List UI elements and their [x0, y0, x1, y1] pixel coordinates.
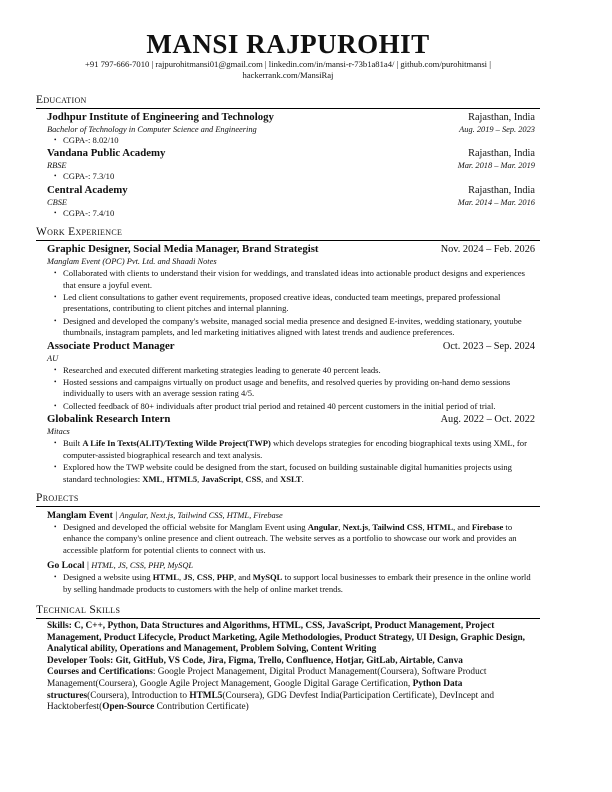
bold-text: HTML5: [166, 473, 198, 484]
school-name: Jodhpur Institute of Engineering and Technology: [47, 111, 274, 123]
text-segment: to enhance the company's online presence and client outreach. The website serves as a portfolio to showcase our work and provides an accessible platform for potential clients to connect with us.: [63, 521, 517, 555]
technical-skills-section: [36, 604, 540, 714]
bullet-item: [63, 462, 535, 485]
bullet-item: [63, 572, 535, 595]
text-segment: Built: [63, 438, 83, 449]
location: Rajasthan, India: [468, 148, 535, 160]
bold-text: XSLT: [280, 473, 302, 484]
text-segment: Explored how the TWP website could be designed from the start, focused on building sustainable digital humanities projects using standard technologies:: [63, 462, 512, 484]
bullet-item: [63, 268, 535, 291]
contact-line: +91 797-666-7010 | rajpurohitmansi01@gmail.com | linkedin.com/in/mansi-r-73b1a81a4/ | github.com/purohitmansi |: [85, 59, 491, 69]
company: Manglam Event (OPC) Pvt. Ltd. and Shaadi Notes: [47, 257, 217, 267]
candidate-name: MANSI RAJPUROHIT: [146, 29, 430, 59]
project-name: Go Local: [47, 560, 85, 572]
skills-line: [47, 656, 535, 668]
bold-text: Tailwind CSS: [372, 521, 423, 532]
bold-text: HTML5: [189, 690, 223, 701]
separator: |: [112, 509, 120, 521]
bold-text: A Life In Texts(ALIT)/Texting Wilde Project(TWP): [82, 438, 271, 449]
text-segment: (Coursera), GDG Devfest India(Participation Certificate), DevIncept and Hacktoberfest(: [47, 690, 494, 713]
entry-header: [47, 340, 535, 353]
entry-subheader: [47, 256, 535, 267]
text-segment: Designed and developed the company's website, managed social media presence and designed E-invites, wedding stationary, youtube thumbnails, instagram pamplets, and led marketing initiatives aligned with latest trends and audience preferences.: [63, 315, 522, 338]
text-segment: Contribution Certificate): [154, 702, 249, 713]
entry-subheader: [47, 426, 535, 437]
text-segment: Designed a website using: [63, 572, 153, 583]
job-title: Globalink Research Intern: [47, 413, 171, 426]
bold-text: XML: [142, 473, 163, 484]
bullet-item: [63, 316, 535, 339]
entry-subheader: [47, 197, 535, 208]
text-segment: ,: [179, 572, 184, 583]
bold-text: Skills: C, C++, Python, Data Structures and Algorithms, HTML, CSS, JavaScript, Product Management, Project Management, Product Lifecycle, Product Marketing, Agile Methodologies, Product Strategy, UI Design, Graphic Design, Analytical ability, Operations and Management, Problem Solving, Content Writing: [47, 620, 525, 655]
text-segment: ,: [212, 572, 217, 583]
skills-list: [47, 621, 535, 714]
job-title: Graphic Designer, Social Media Manager, Brand Strategist: [47, 243, 319, 256]
separator: |: [84, 560, 92, 572]
work-entry: [47, 413, 535, 485]
section-title: Technical Skills: [36, 604, 540, 619]
bullet-list: [47, 365, 535, 413]
bold-text: Next.js: [342, 521, 369, 532]
degree: RBSE: [47, 161, 67, 171]
section-title: Work Experience: [36, 226, 540, 241]
education-section: [36, 94, 540, 219]
bullet-item: [63, 292, 535, 315]
dates: Aug. 2022 – Oct. 2022: [440, 414, 535, 426]
location: Rajasthan, India: [468, 112, 535, 123]
bullet-item: • CGPA-: 7.4/10: [63, 208, 535, 219]
text-segment: ,: [197, 473, 202, 484]
project-tech: Angular, Next.js, Tailwind CSS, HTML, Firebase: [119, 510, 283, 520]
education-entry: [47, 147, 535, 182]
bullet-item: [63, 401, 535, 412]
entry-header: [47, 147, 535, 160]
bold-text: MySQL: [252, 572, 283, 583]
job-title: Associate Product Manager: [47, 339, 175, 352]
text-segment: Researched and executed different marketing strategies leading to generate 40 percent leads.: [63, 364, 381, 375]
bold-text: PHP: [216, 572, 234, 583]
bullet-list: [47, 572, 535, 595]
section-title: Education: [36, 94, 540, 109]
project-entry: [47, 559, 535, 595]
bullet-item: [63, 522, 535, 556]
text-segment: ,: [241, 473, 246, 484]
degree: Bachelor of Technology in Computer Science and Engineering: [47, 125, 257, 134]
school-name: Central Academy: [47, 183, 128, 196]
work-experience-section: [36, 226, 540, 485]
bold-text: JavaScript: [201, 473, 242, 484]
contact-info: [36, 59, 540, 81]
text-segment: which develops strategies for encoding biographical texts using XML, for computer-assisted biographical research and text analysis.: [63, 438, 527, 460]
dates: Aug. 2019 – Sep. 2023: [459, 125, 535, 134]
bullet-item: [63, 365, 535, 376]
entry-subheader: [47, 353, 535, 364]
text-segment: , and: [233, 572, 253, 583]
bold-text: JS: [183, 572, 193, 583]
bold-text: Courses and Certifications: [47, 667, 153, 678]
entry-header: [47, 111, 535, 124]
text-segment: ,: [162, 473, 167, 484]
bullet-list: [47, 438, 535, 485]
education-entry: [47, 184, 535, 219]
entry-subheader: [47, 124, 535, 135]
project-name: Manglam Event: [47, 509, 113, 521]
text-segment: : Google Project Management, Digital Product Management(Coursera), Software Product Management(Coursera), Google Agile Project Management, Google Digital Garage Certification,: [47, 667, 487, 689]
text-segment: .: [301, 473, 304, 484]
entry-header: [47, 243, 535, 256]
bullet-item: [63, 438, 535, 461]
bullet-list: [47, 208, 535, 219]
work-entry: [47, 243, 535, 338]
project-header: [47, 559, 535, 572]
company: Mitacs: [47, 427, 70, 437]
project-header: [47, 509, 535, 522]
bullet-item: • CGPA-: 8.02/10: [63, 135, 535, 146]
skills-line: [47, 621, 535, 656]
contact-line: hackerrank.com/MansiRaj: [242, 70, 334, 80]
degree: CBSE: [47, 197, 68, 207]
text-segment: Collaborated with clients to understand their vision for weddings, and translated ideas into actionable product designs and experiences that ensure a joyful event.: [63, 268, 526, 290]
work-entry: [47, 340, 535, 413]
text-segment: Collected feedback of 80+ individuals after product trial period and retained 40 percent customers in the initial period of trial.: [63, 400, 496, 411]
dates: Mar. 2014 – Mar. 2016: [457, 197, 535, 207]
bullet-list: [47, 268, 535, 338]
text-segment: , and: [261, 473, 280, 484]
text-segment: Designed and developed the official website for Manglam Event using: [63, 521, 308, 532]
bold-text: HTML: [426, 521, 454, 532]
bold-text: CSS: [245, 473, 262, 484]
entry-header: [47, 413, 535, 426]
resume-page: [36, 30, 540, 714]
text-segment: ,: [422, 521, 427, 532]
location: Rajasthan, India: [468, 184, 535, 196]
text-segment: ,: [368, 521, 373, 532]
bullet-list: [47, 171, 535, 182]
dates: Nov. 2024 – Feb. 2026: [440, 244, 535, 256]
skills-line: [47, 667, 535, 713]
text-segment: ,: [338, 521, 343, 532]
bold-text: Python Data structures: [47, 678, 463, 701]
section-title: Projects: [36, 492, 540, 507]
company: AU: [47, 353, 59, 363]
dates: Oct. 2023 – Sep. 2024: [442, 340, 535, 352]
bullet-list: [47, 135, 535, 146]
text-segment: ,: [192, 572, 197, 583]
bullet-item: [63, 377, 535, 400]
school-name: Vandana Public Academy: [47, 147, 166, 160]
entry-header: [47, 184, 535, 197]
bold-text: Angular: [307, 521, 339, 532]
bold-text: Firebase: [471, 521, 504, 532]
text-segment: to support local businesses to embark their presence in the online world by selling handmade products to customers with the help of online market trends.: [63, 572, 531, 594]
text-segment: Led client consultations to gather event requirements, proposed creative ideas, conducted team meetings, prepared professional presentations, contributing to client pitches and internal planning.: [63, 292, 501, 314]
project-entry: [47, 509, 535, 556]
projects-section: [36, 492, 540, 595]
project-tech: HTML, JS, CSS, PHP, MySQL: [91, 561, 194, 571]
text-segment: (Coursera), Introduction to: [87, 690, 190, 701]
bullet-item: • CGPA-: 7.3/10: [63, 171, 535, 182]
text-segment: Hosted sessions and campaigns virtually on product usage and benefits, and resolved queries by providing on-hand demo sessions individually to users with an average session rating 4/5.: [63, 377, 511, 399]
text-segment: , and: [453, 521, 472, 532]
dates: Mar. 2018 – Mar. 2019: [457, 161, 535, 171]
entry-subheader: [47, 160, 535, 171]
bold-text: Open-Source: [102, 702, 155, 713]
bullet-list: [47, 522, 535, 556]
bold-text: CSS: [196, 572, 213, 583]
bold-text: HTML: [152, 572, 180, 583]
education-entry: [47, 111, 535, 146]
bold-text: Developer Tools: Git, GitHub, VS Code, Jira, Figma, Trello, Confluence, Hotjar, GitLab, Airtable, Canva: [47, 655, 463, 666]
